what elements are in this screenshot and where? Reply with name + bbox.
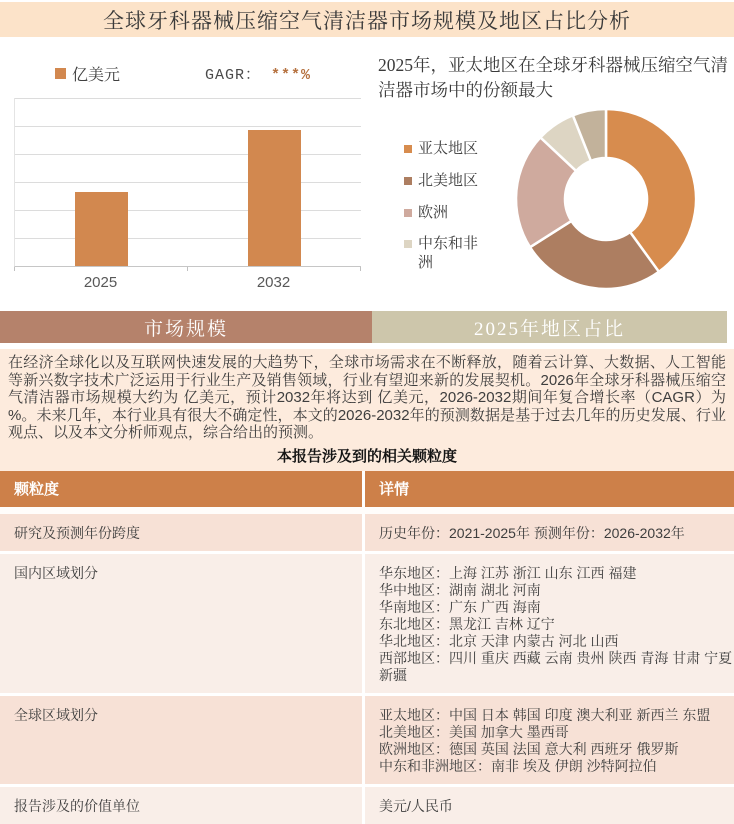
tab-market-size[interactable] (0, 311, 372, 343)
pie-legend-item (404, 204, 514, 223)
tab-market-size-label: 市场规模 (143, 318, 228, 340)
legend-swatch-icon (404, 209, 412, 217)
axis-tick (14, 267, 15, 271)
pie-legend-label: 北美地区 (418, 172, 479, 189)
report-summary-section (0, 349, 734, 814)
page-title: 全球牙科器械压缩空气清洁器市场规模及地区占比分析 (103, 8, 631, 33)
detail-line: 东北地区：黑龙江 吉林 辽宁 (379, 615, 555, 632)
bar-x-axis-labels (14, 274, 360, 291)
detail-line: 历史年份：2021-2025年 预测年份：2026-2032年 (379, 524, 685, 541)
cagr-label: GAGR： (205, 67, 262, 84)
table-row (0, 784, 734, 824)
pie-chart-legend (404, 140, 514, 286)
detail-line: 华东地区：上海 江苏 浙江 山东 江西 福建 (379, 564, 637, 581)
bar-column (188, 98, 361, 266)
bar-chart-legend (55, 62, 120, 85)
axis-tick (187, 267, 188, 271)
bar (75, 192, 128, 266)
legend-swatch-icon (404, 240, 412, 248)
table-row-label: 研究及预测年份跨度 (14, 524, 140, 541)
bar-chart-legend-row (10, 62, 366, 84)
tab-region-share[interactable] (372, 311, 727, 343)
detail-line: 北美地区：美国 加拿大 墨西哥 (379, 723, 569, 740)
tab-region-share-label: 2025年地区占比 (473, 318, 625, 340)
table-row-label: 全球区域划分 (14, 706, 98, 723)
report-title-bar (0, 2, 734, 37)
bar-column (15, 98, 188, 266)
bar (248, 130, 301, 266)
legend-label: 亿美元 (72, 67, 121, 84)
table-row (0, 693, 734, 784)
table-row-detail (365, 514, 734, 551)
granularity-table (0, 471, 734, 824)
x-axis-label: 2032 (256, 274, 291, 291)
legend-swatch-icon (404, 177, 412, 185)
table-body (0, 514, 734, 824)
granularity-table-title: 本报告涉及到的相关颗粒度 (276, 447, 457, 465)
detail-line: 华南地区：广东 广西 海南 (379, 598, 541, 615)
section-tabs (0, 311, 727, 343)
pie-legend-label: 欧洲 (418, 204, 449, 221)
axis-tick (360, 267, 361, 271)
detail-line: 美元/人民币 (379, 797, 453, 814)
bar-plot-area (14, 98, 361, 267)
detail-line: 华北地区：北京 天津 内蒙古 河北 山西 (379, 632, 619, 649)
pie-legend-item (404, 140, 514, 159)
x-axis-label: 2025 (83, 274, 118, 291)
table-row (0, 514, 734, 551)
detail-line: 华中地区：湖南 湖北 河南 (379, 581, 541, 598)
table-header-gap (0, 507, 734, 514)
table-header-row (0, 471, 734, 507)
table-row (0, 551, 734, 693)
cagr-annotation (205, 63, 311, 84)
table-row-detail (365, 554, 734, 693)
pie-legend-label: 中东和非洲 (418, 236, 479, 271)
detail-line: 欧洲地区：德国 英国 法国 意大利 西班牙 俄罗斯 (379, 740, 679, 757)
detail-line: 西部地区：四川 重庆 西藏 云南 贵州 陕西 青海 甘肃 宁夏 新疆 (379, 649, 733, 683)
pie-chart-heading: 2025年，亚太地区在全球牙科器械压缩空气清洁器市场中的份额最大 (378, 55, 728, 100)
table-row-detail (365, 787, 734, 824)
market-size-bar-chart (10, 55, 366, 303)
pie-legend-item (404, 172, 514, 191)
table-header-granularity: 颗粒度 (14, 481, 60, 499)
table-row-detail (365, 696, 734, 784)
summary-paragraph: 在经济全球化以及互联网快速发展的大趋势下，全球市场需求在不断释放，随着云计算、大数据、人工智能等新兴数字技术广泛运用于行业生产及销售领域，行业有望迎来新的发展契机。2026年全球牙科器械压缩空气清洁器市场规模大约为 亿美元，预计2032年将达到 亿美元，2026-2032期间年复合增长率（CAGR）为 %。未来几年，本行业具有很大不确定性，本文的2026-2032年的预测数据是基于过去几年的历史发展、行业观点、以及本文分析师观点，综合给出的预测。 (8, 354, 726, 442)
cagr-value: ***% (271, 67, 312, 84)
legend-swatch-icon (55, 68, 66, 79)
table-row-label: 报告涉及的价值单位 (14, 797, 140, 814)
table-header-detail: 详情 (379, 481, 410, 499)
legend-swatch-icon (404, 145, 412, 153)
table-row-label: 国内区域划分 (14, 564, 98, 581)
detail-line: 亚太地区：中国 日本 韩国 印度 澳大利亚 新西兰 东盟 (379, 706, 711, 723)
pie-legend-item (404, 235, 514, 273)
donut-chart (513, 106, 699, 292)
detail-line: 中东和非洲地区：南非 埃及 伊朗 沙特阿拉伯 (379, 757, 657, 774)
region-share-panel (378, 53, 730, 303)
pie-legend-label: 亚太地区 (418, 141, 479, 157)
